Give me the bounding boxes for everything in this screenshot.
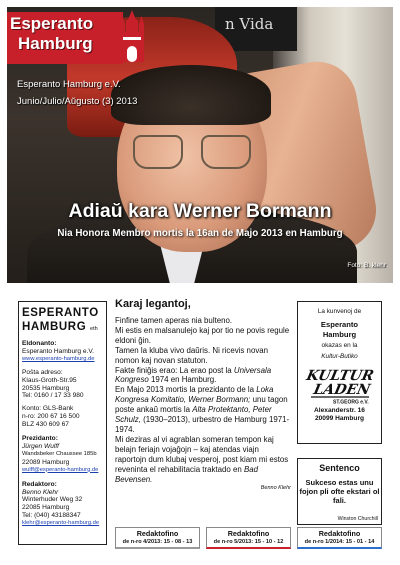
deadline-box-1: Redaktofino de n-ro 4/2013: 15 - 08 - 13	[115, 527, 200, 549]
website-link[interactable]: www.esperanto-hamburg.de	[22, 355, 95, 362]
page-title: Adiaŭ kara Werner Bormann	[68, 200, 332, 222]
editorial-article: Karaj legantoj, Finfine tamen aperas nia bulteno. Mi estis en malsanulejo kaj por tio ne povis regule eldoni ĝin. Tamen la kluba vivo daŭris. Ni ricevis novan nomon kaj novan statuton. Fakte finiĝis erao: La erao post la Universala Kongreso 1974 en Hamburg. En Majo 2013 mortis la prezidanto de la Loka Kongresa Komitatio, Werner Bormann; unu tagon poste ankaŭ mortis la Alta Protektanto, Peter Schulz, (1930–2013), urbestro de Hamburg 1971-1974. Mi deziras al vi agrablan someran tempon kaj belajn feriajn vojaĝojn – kaj atendas viajn raportojn dum klubaj vesperoj, post kiam mi estos reveninta el rehabilitacia traktado en Bad Bevensen. Benno Klehr	[115, 298, 291, 492]
redactor-email-link[interactable]: klehr@esperanto-hamburg.de	[22, 520, 100, 527]
signature: Benno Klehr	[260, 485, 291, 492]
svg-text:KULTUR: KULTUR	[304, 368, 375, 384]
article-heading: Karaj legantoj,	[115, 298, 191, 310]
kulturladen-logo	[305, 365, 375, 405]
subtitle: Nia Honora Membro mortis la 16an de Majo 2013 en Hamburg	[57, 228, 343, 239]
imprint-box: ESPERANTO HAMBURG eth Eldonanto: Esperanto Hamburg e.V. www.esperanto-hamburg.de Poŝta adreso: Klaus-Groth-Str.95 20535 Hamburg Tel: 0160 / 17 33 980 Konto: GLS-Bank n-ro: 200 67 16 500 BLZ 430 609 67 Prezidanto: Jürgen Wulff Wandsbeker Chaussee 185b 22089 Hamburg wulff@esperanto-hamburg.de Redaktoro: Benno Klehr Winterhuder Weg 32 22085 Hamburg Tel: (040) 43188347 klehr@esperanto-hamburg.de	[18, 301, 107, 545]
quote-title: Sentenco	[319, 463, 360, 473]
quote-text: Sukceso estas unu fojon pli ofte ekstari ol fali.	[299, 478, 380, 505]
svg-text:ST.GEORG e.V.: ST.GEORG e.V.	[332, 399, 369, 405]
svg-text:LADEN: LADEN	[311, 382, 372, 398]
masthead: ESPERANTO HAMBURG eth	[22, 307, 99, 333]
meeting-place-box: La kunvenoj de Esperanto Hamburg okazas en la Kultur-Butiko KULTUR LADEN ST.GEORG e.V. Alexanderstr. 16 20099 Hamburg	[297, 301, 382, 444]
president-email-link[interactable]: wulff@esperanto-hamburg.de	[22, 466, 99, 473]
deadline-box-2: Redaktofino de n-ro 5/2013: 15 - 10 - 12	[206, 527, 291, 549]
quote-box	[297, 458, 382, 525]
hamburg-castle-icon	[117, 10, 147, 66]
issue-date: Junio/Julio/Aŭgusto (3) 2013	[17, 96, 138, 107]
organization-name: Esperanto Hamburg e.V.	[17, 79, 121, 90]
glasses	[133, 135, 251, 171]
logo-text: Esperanto Hamburg	[10, 14, 94, 53]
quote-author: Winston Churchill	[337, 516, 378, 522]
photo-credit: Foto: B. klehr	[347, 262, 386, 269]
background-poster: n Vida	[215, 7, 297, 51]
deadline-box-3: Redaktofino de n-ro 1/2014: 15 - 01 - 14	[297, 527, 382, 549]
